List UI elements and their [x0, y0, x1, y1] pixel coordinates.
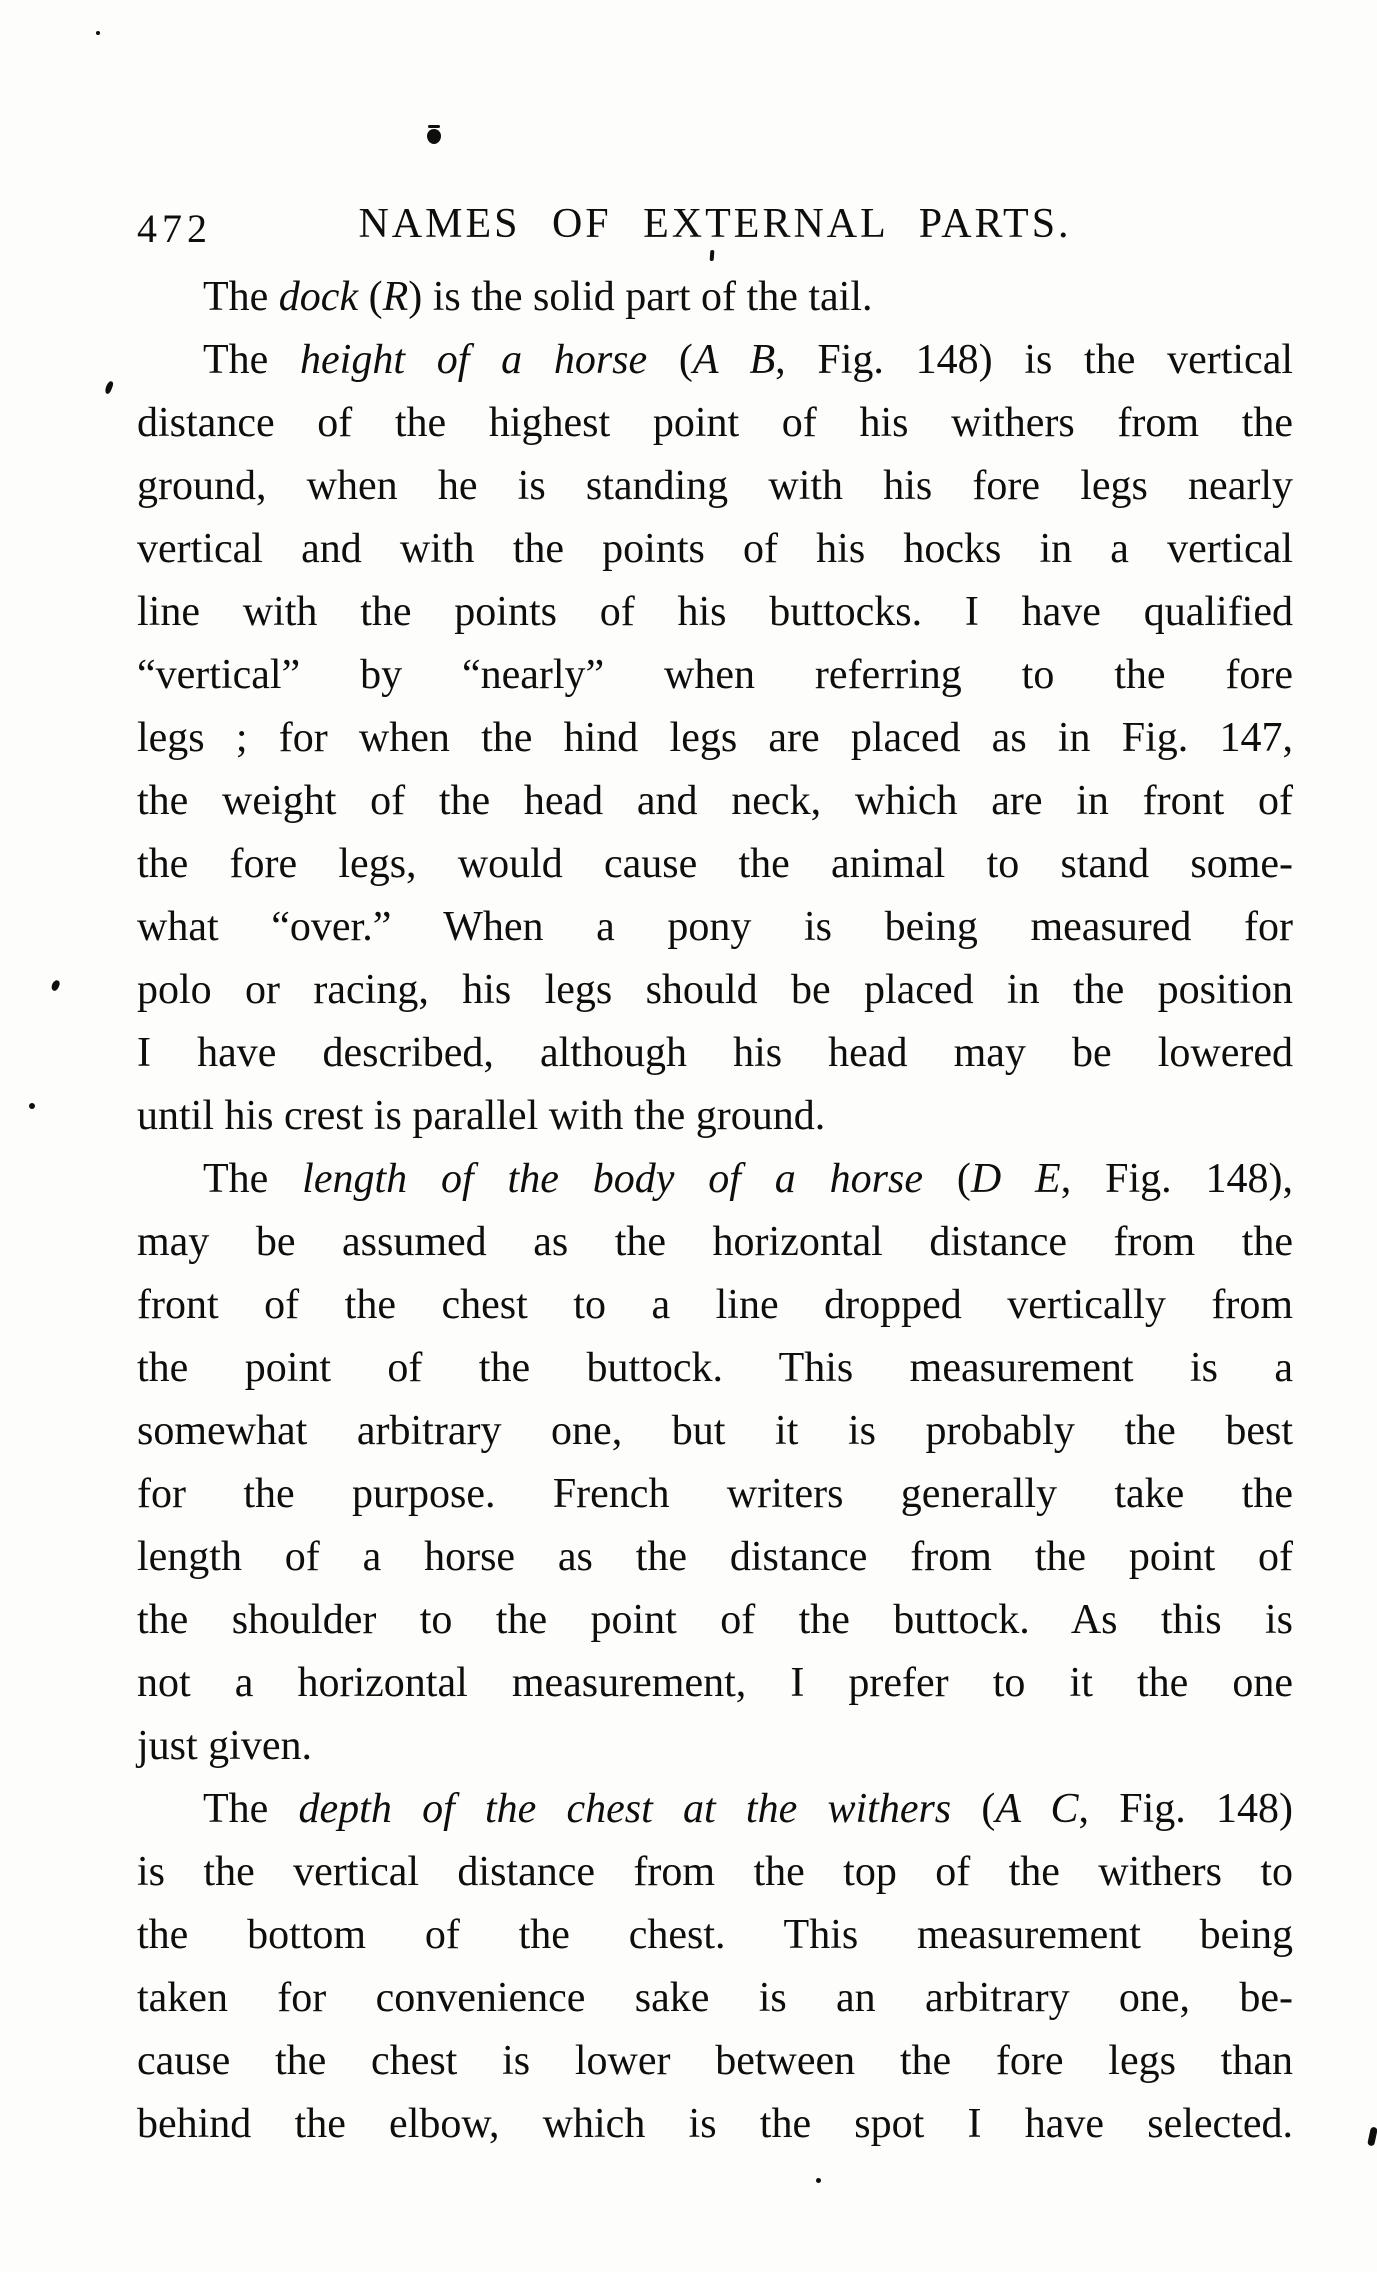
ink-speck [104, 380, 114, 394]
text-segment-italic: A B [692, 337, 776, 383]
text-segment-italic: length of the body of a horse [302, 1156, 923, 1202]
ink-speck [1367, 2126, 1377, 2146]
text-segment-italic: D E [970, 1156, 1061, 1202]
text-line: line with the points of his buttocks. I have qualified [137, 589, 1293, 635]
text-line: vertical and with the points of his hocks in a vertical [137, 526, 1293, 572]
running-header [137, 200, 1293, 252]
text-segment: ) is the solid part of the tail. [408, 274, 873, 320]
header-title: NAMES OF EXTERNAL PARTS. [358, 201, 1072, 247]
text-line: I have described, although his head may be lowered [137, 1030, 1293, 1076]
text-segment-italic: height of a horse [300, 337, 648, 383]
text-line: for the purpose. French writers generally take the [137, 1471, 1293, 1517]
text-line: not a horizontal measurement, I prefer to it the one [137, 1660, 1293, 1706]
text-line: front of the chest to a line dropped vertically from [137, 1282, 1293, 1328]
text-segment: The [203, 1156, 303, 1202]
text-line: the weight of the head and neck, which are in front of [137, 778, 1293, 824]
text-segment: , Fig. 148), [1060, 1156, 1293, 1202]
text-line: distance of the highest point of his withers from the [137, 400, 1293, 446]
text-line: ground, when he is standing with his fore legs nearly [137, 463, 1293, 509]
text-line [137, 1778, 1293, 1841]
page-body [137, 266, 1293, 2156]
text-segment: , Fig. 148) [1078, 1786, 1293, 1832]
text-line: legs ; for when the hind legs are placed as in Fig. 147, [137, 715, 1293, 761]
text-line: behind the elbow, which is the spot I have selected. [137, 2101, 1293, 2147]
text-line [137, 266, 1293, 329]
text-line [137, 329, 1293, 392]
text-line: somewhat arbitrary one, but it is probably the best [137, 1408, 1293, 1454]
text-line: just given. [137, 1723, 312, 1769]
text-line: until his crest is parallel with the ground. [137, 1093, 826, 1139]
ink-speck [50, 979, 61, 992]
text-segment-italic: depth of the chest at the withers [298, 1786, 952, 1832]
text-line: the point of the buttock. This measurement is a [137, 1345, 1293, 1391]
ink-speck [96, 31, 100, 35]
text-line: cause the chest is lower between the fore legs than [137, 2038, 1293, 2084]
text-segment-italic: A C [995, 1786, 1079, 1832]
text-segment: The [203, 337, 301, 383]
text-segment-italic: R [382, 274, 409, 320]
text-line [137, 1148, 1293, 1211]
ink-speck [816, 2178, 821, 2183]
text-segment: The [203, 1786, 299, 1832]
text-line: the shoulder to the point of the buttock. As this is [137, 1597, 1293, 1643]
text-segment-italic: dock [278, 274, 359, 320]
text-segment: ( [647, 337, 693, 383]
text-line: “vertical” by “nearly” when referring to the fore [137, 652, 1293, 698]
text-line: the bottom of the chest. This measurement being [137, 1912, 1293, 1958]
ink-speck [29, 1103, 35, 1109]
text-line: what “over.” When a pony is being measured for [137, 904, 1293, 950]
text-segment: ( [923, 1156, 971, 1202]
text-line: may be assumed as the horizontal distance from the [137, 1219, 1293, 1265]
text-segment: , Fig. 148) is the vertical [775, 337, 1293, 383]
text-segment: ( [951, 1786, 996, 1832]
text-line: length of a horse as the distance from the point of [137, 1534, 1293, 1580]
page-number: 472 [137, 206, 212, 251]
text-line: is the vertical distance from the top of the withers to [137, 1849, 1293, 1895]
text-line: the fore legs, would cause the animal to stand some- [137, 841, 1293, 887]
text-line: polo or racing, his legs should be placed in the position [137, 967, 1293, 1013]
text-segment: ( [358, 274, 383, 320]
text-line: taken for convenience sake is an arbitrary one, be- [137, 1975, 1293, 2021]
ink-blob [427, 129, 441, 144]
text-segment: The [203, 274, 279, 320]
